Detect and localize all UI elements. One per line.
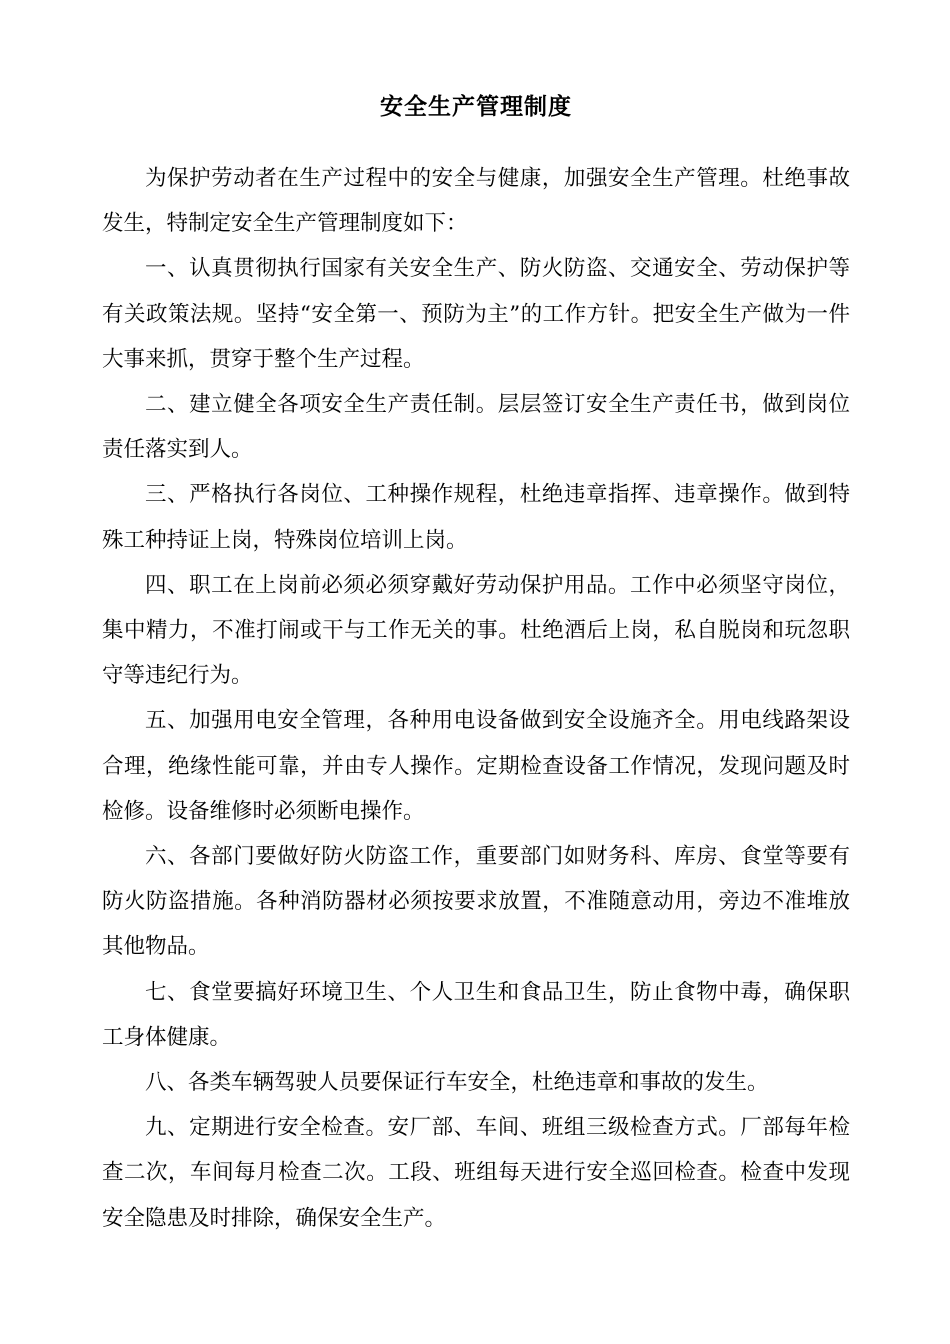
clause-3-paragraph: 三、严格执行各岗位、工种操作规程，杜绝违章指挥、违章操作。做到特殊工种持证上岗，特殊岗位培训上岗。 <box>102 482 850 553</box>
clause-7-paragraph: 七、食堂要搞好环境卫生、个人卫生和食品卫生，防止食物中毒，确保职工身体健康。 <box>102 979 850 1050</box>
clause-9-paragraph: 九、定期进行安全检查。安厂部、车间、班组三级检查方式。厂部每年检查二次，车间每月检查二次。工段、班组每天进行安全巡回检查。检查中发现安全隐患及时排除，确保安全生产。 <box>102 1115 850 1231</box>
clause-6-paragraph: 六、各部门要做好防火防盗工作，重要部门如财务科、库房、食堂等要有防火防盗措施。各种消防器材必须按要求放置，不准随意动用，旁边不准堆放其他物品。 <box>102 844 850 960</box>
intro-paragraph: 为保护劳动者在生产过程中的安全与健康，加强安全生产管理。杜绝事故发生，特制定安全生产管理制度如下： <box>102 166 850 237</box>
document-page <box>102 88 850 1241</box>
clause-5-paragraph: 五、加强用电安全管理，各种用电设备做到安全设施齐全。用电线路架设合理，绝缘性能可靠，并由专人操作。定期检查设备工作情况，发现问题及时检修。设备维修时必须断电操作。 <box>102 708 850 824</box>
clause-1-paragraph: 一、认真贯彻执行国家有关安全生产、防火防盗、交通安全、劳动保护等有关政策法规。坚持“安全第一、预防为主”的工作方针。把安全生产做为一件大事来抓，贯穿于整个生产过程。 <box>102 256 850 372</box>
clause-8-paragraph: 八、各类车辆驾驶人员要保证行车安全，杜绝违章和事故的发生。 <box>145 1070 769 1096</box>
document-title: 安全生产管理制度 <box>380 93 572 120</box>
clause-2-paragraph: 二、建立健全各项安全生产责任制。层层签订安全生产责任书，做到岗位责任落实到人。 <box>102 392 850 463</box>
clause-4-paragraph: 四、职工在上岗前必须必须穿戴好劳动保护用品。工作中必须坚守岗位，集中精力，不准打闹或干与工作无关的事。杜绝酒后上岗，私自脱岗和玩忽职守等违纪行为。 <box>102 572 850 689</box>
